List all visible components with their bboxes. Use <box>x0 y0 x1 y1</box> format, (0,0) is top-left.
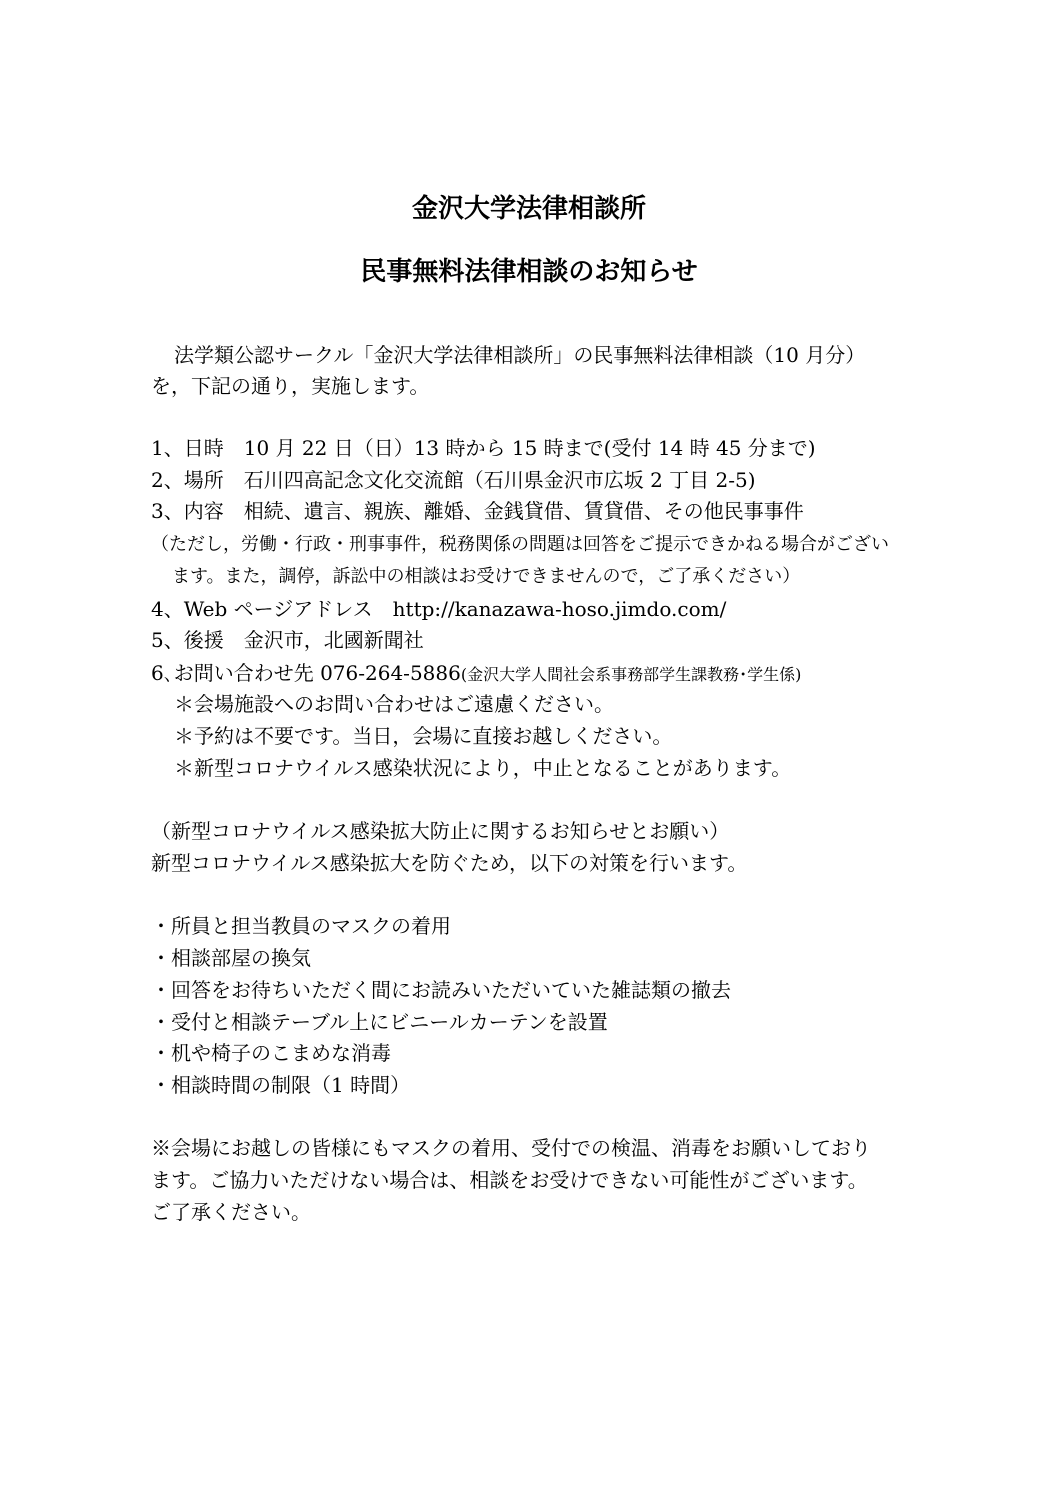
measure-item: ・所員と担当教員のマスクの着用 <box>151 914 451 938</box>
note-item: ＊会場施設へのお問い合わせはご遠慮ください。 <box>174 692 614 716</box>
document-title: 金沢大学法律相談所 <box>411 194 646 224</box>
measure-item: ・受付と相談テーブル上にビニールカーテンを設置 <box>151 1010 608 1034</box>
note-item: ＊新型コロナウイルス感染状況により，中止となることがあります。 <box>174 756 792 780</box>
item-contact <box>151 661 801 687</box>
item-support: 5、後援 金沢市，北國新聞社 <box>151 628 424 652</box>
closing-line: ます。ご協力いただけない場合は、相談をお受けできない可能性がございます。 <box>151 1168 868 1192</box>
measure-item: ・机や椅子のこまめな消毒 <box>151 1041 391 1065</box>
item-web: 4、Web ページアドレス http://kanazawa-hoso.jimdo.com/ <box>151 597 727 621</box>
closing-line: ※会場にお越しの皆様にもマスクの着用、受付での検温、消毒をお願いしており <box>151 1136 871 1160</box>
measure-item: ・相談時間の制限（1 時間） <box>151 1073 411 1097</box>
item-place: 2、場所 石川四高記念文化交流館（石川県金沢市広坂 2 丁目 2-5) <box>151 468 756 492</box>
document-subtitle: 民事無料法律相談のお知らせ <box>360 257 698 287</box>
item-content-note-2: ます。また，調停，訴訟中の相談はお受けできませんので，ご了承ください） <box>172 566 801 587</box>
closing-line: ご了承ください。 <box>151 1200 311 1224</box>
item-content: 3、内容 相続、遺言、親族、離婚、金銭貸借、賃貸借、その他民事事件 <box>151 499 804 523</box>
item-date: 1、日時 10 月 22 日（日）13 時から 15 時まで(受付 14 時 45 分まで) <box>151 436 816 460</box>
intro-line-1: 法学類公認サークル「金沢大学法律相談所」の民事無料法律相談（10 月分） <box>174 343 866 367</box>
contact-phone: 6､お問い合わせ先 076‐264‐5886 <box>151 661 461 685</box>
measure-item: ・相談部屋の換気 <box>151 946 311 970</box>
item-content-note-1: （ただし，労働・行政・刑事事件，税務関係の問題は回答をご提示できかねる場合がござい <box>151 534 889 555</box>
covid-heading: （新型コロナウイルス感染拡大防止に関するお知らせとお願い） <box>151 819 730 843</box>
intro-line-2: を，下記の通り，実施します。 <box>151 374 430 398</box>
contact-organization: (金沢大学人間社会系事務部学生課教務･学生係) <box>460 665 802 684</box>
note-item: ＊予約は不要です。当日，会場に直接お越しください。 <box>174 724 673 748</box>
measure-item: ・回答をお待ちいただく間にお読みいただいていた雑誌類の撤去 <box>151 978 731 1002</box>
covid-lead: 新型コロナウイルス感染拡大を防ぐため，以下の対策を行います。 <box>151 851 748 875</box>
